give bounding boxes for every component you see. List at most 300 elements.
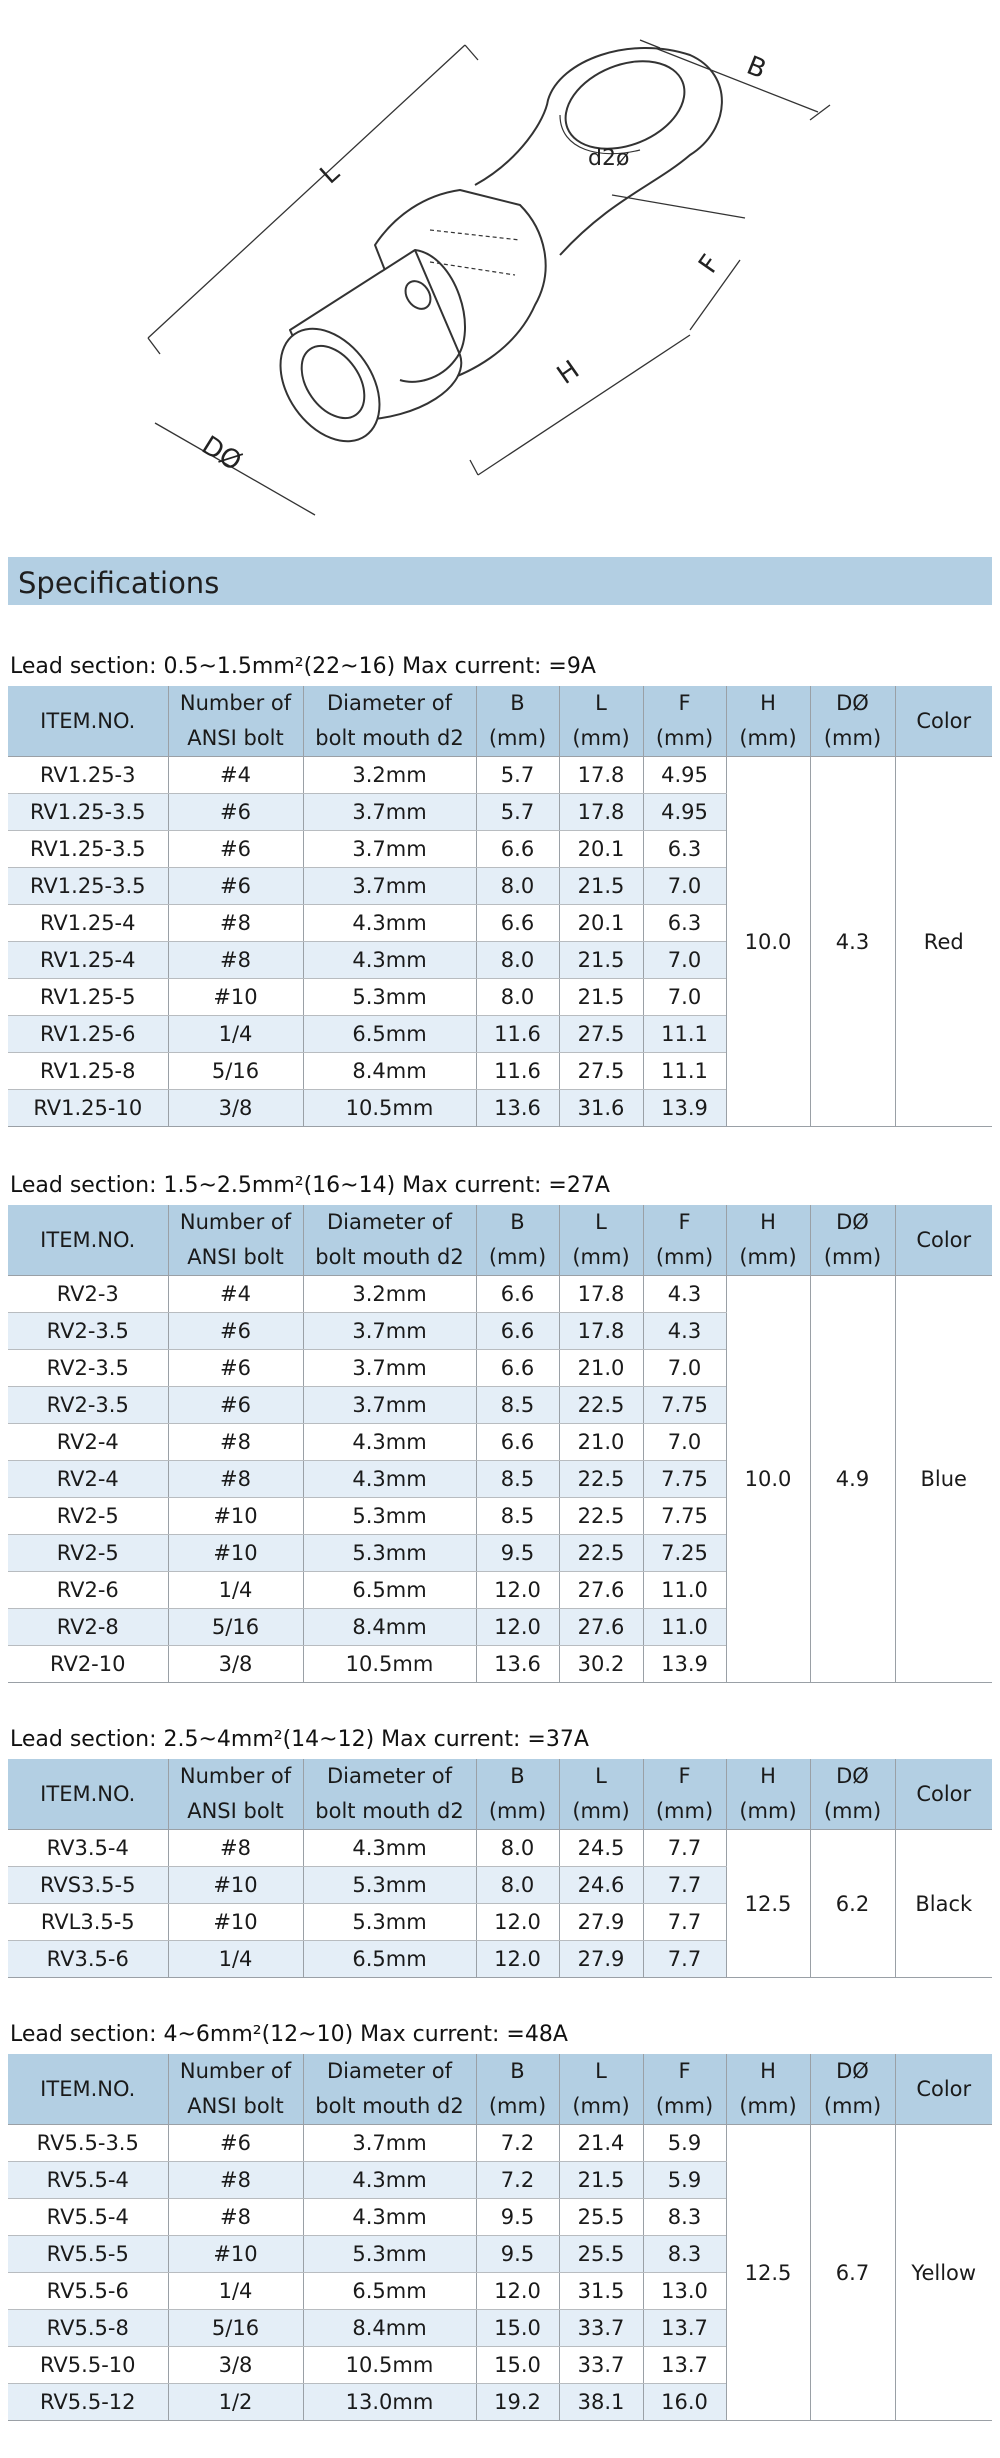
cell-dim-b: 8.0 <box>476 979 559 1016</box>
cell-bolt-diameter: 6.5mm <box>303 2273 476 2310</box>
header-ansi-bolt-line1: Number of <box>179 691 292 715</box>
specifications-header <box>8 557 992 605</box>
cell-dim-b: 6.6 <box>476 1276 559 1313</box>
cell-dim-b: 6.6 <box>476 1350 559 1387</box>
cell-dim-b: 13.6 <box>476 1646 559 1683</box>
cell-bolt-diameter: 10.5mm <box>303 2347 476 2384</box>
cell-dim-l: 33.7 <box>559 2347 643 2384</box>
table-row <box>8 2125 992 2162</box>
header-diameter-line1: Diameter of <box>327 1764 452 1788</box>
cell-item-no: RV1.25-5 <box>8 979 168 1016</box>
header-f-line1: F <box>678 2059 691 2083</box>
cell-item-no: RV5.5-8 <box>8 2310 168 2347</box>
header-d-line1: DØ <box>836 1764 869 1788</box>
cell-dim-b: 15.0 <box>476 2347 559 2384</box>
cell-dim-l: 22.5 <box>559 1461 643 1498</box>
cell-bolt-diameter: 4.3mm <box>303 942 476 979</box>
cell-dim-f: 11.0 <box>643 1572 726 1609</box>
header-b-line1: B <box>510 691 525 715</box>
cell-dim-f: 11.0 <box>643 1609 726 1646</box>
cell-dim-f: 7.7 <box>643 1867 726 1904</box>
cell-color: Blue <box>895 1276 992 1683</box>
cell-bolt-diameter: 6.5mm <box>303 1016 476 1053</box>
header-f-line1: F <box>678 691 691 715</box>
cell-dim-l: 21.4 <box>559 2125 643 2162</box>
cell-bolt-diameter: 3.2mm <box>303 757 476 794</box>
cell-item-no: RV1.25-4 <box>8 905 168 942</box>
header-l-line1: L <box>595 2059 607 2083</box>
cell-item-no: RV2-6 <box>8 1572 168 1609</box>
header-h <box>726 2054 810 2125</box>
cell-bolt-diameter: 5.3mm <box>303 1904 476 1941</box>
header-color: Color <box>895 1759 992 1830</box>
cell-item-no: RV1.25-4 <box>8 942 168 979</box>
lead-section <box>8 1167 992 1683</box>
cell-dim-f: 6.3 <box>643 831 726 868</box>
table-row <box>8 757 992 794</box>
cell-dim-h: 10.0 <box>726 1276 810 1683</box>
cell-dim-b: 11.6 <box>476 1053 559 1090</box>
cell-dim-d: 6.2 <box>810 1830 895 1978</box>
cell-dim-b: 8.0 <box>476 942 559 979</box>
header-l-line2: (mm) <box>572 726 630 750</box>
cell-ansi-bolt: #8 <box>168 2199 303 2236</box>
cell-dim-h: 10.0 <box>726 757 810 1127</box>
cell-bolt-diameter: 5.3mm <box>303 979 476 1016</box>
cell-ansi-bolt: 3/8 <box>168 2347 303 2384</box>
cell-dim-b: 7.2 <box>476 2162 559 2199</box>
header-d-line2: (mm) <box>823 2094 882 2118</box>
cell-dim-f: 11.1 <box>643 1016 726 1053</box>
header-ansi-bolt <box>168 1759 303 1830</box>
header-ansi-bolt-line1: Number of <box>179 1210 292 1234</box>
header-ansi-bolt <box>168 1205 303 1276</box>
cell-ansi-bolt: #8 <box>168 905 303 942</box>
header-diameter-line2: bolt mouth d2 <box>315 726 464 750</box>
cell-dim-l: 17.8 <box>559 1313 643 1350</box>
specifications-title: Specifications <box>18 566 220 600</box>
header-ansi-bolt-line2: ANSI bolt <box>187 1245 284 1269</box>
cell-dim-b: 11.6 <box>476 1016 559 1053</box>
cell-dim-b: 5.7 <box>476 794 559 831</box>
cell-ansi-bolt: #6 <box>168 868 303 905</box>
cell-item-no: RV5.5-4 <box>8 2199 168 2236</box>
cell-dim-b: 12.0 <box>476 1609 559 1646</box>
cell-item-no: RV1.25-3.5 <box>8 794 168 831</box>
cell-dim-f: 7.7 <box>643 1941 726 1978</box>
cell-ansi-bolt: #8 <box>168 1461 303 1498</box>
cell-dim-l: 31.5 <box>559 2273 643 2310</box>
cell-ansi-bolt: #8 <box>168 1424 303 1461</box>
header-d <box>810 686 895 757</box>
header-d-line1: DØ <box>836 1210 869 1234</box>
section-caption: Lead section: 2.5~4mm²(14~12) Max current: =37A <box>10 1727 589 1752</box>
cell-dim-f: 4.95 <box>643 794 726 831</box>
section-caption: Lead section: 0.5~1.5mm²(22~16) Max current: =9A <box>10 654 596 679</box>
cell-dim-l: 31.6 <box>559 1090 643 1127</box>
cell-dim-l: 27.6 <box>559 1572 643 1609</box>
cell-dim-f: 7.0 <box>643 1350 726 1387</box>
cell-dim-l: 30.2 <box>559 1646 643 1683</box>
spec-table <box>8 1205 992 1683</box>
header-l-line1: L <box>595 1210 607 1234</box>
header-l-line1: L <box>595 691 607 715</box>
header-f-line1: F <box>678 1764 691 1788</box>
cell-ansi-bolt: #10 <box>168 1904 303 1941</box>
cell-dim-l: 21.5 <box>559 868 643 905</box>
cell-item-no: RV1.25-6 <box>8 1016 168 1053</box>
cell-dim-l: 21.0 <box>559 1350 643 1387</box>
header-f-line2: (mm) <box>655 2094 714 2118</box>
header-f <box>643 2054 726 2125</box>
cell-bolt-diameter: 8.4mm <box>303 2310 476 2347</box>
header-l-line1: L <box>595 1764 607 1788</box>
cell-ansi-bolt: 1/4 <box>168 1941 303 1978</box>
cell-ansi-bolt: #6 <box>168 1313 303 1350</box>
cell-dim-b: 7.2 <box>476 2125 559 2162</box>
header-color: Color <box>895 2054 992 2125</box>
header-l-line2: (mm) <box>572 2094 630 2118</box>
header-f-line2: (mm) <box>655 1799 714 1823</box>
header-f-line2: (mm) <box>655 726 714 750</box>
cell-item-no: RV1.25-3.5 <box>8 831 168 868</box>
cell-bolt-diameter: 4.3mm <box>303 905 476 942</box>
header-item-no: ITEM.NO. <box>8 2054 168 2125</box>
header-d-line2: (mm) <box>823 1245 882 1269</box>
cell-item-no: RVS3.5-5 <box>8 1867 168 1904</box>
header-b-line1: B <box>510 1764 525 1788</box>
cell-ansi-bolt: 5/16 <box>168 1609 303 1646</box>
cell-bolt-diameter: 4.3mm <box>303 2162 476 2199</box>
header-h <box>726 686 810 757</box>
spec-table <box>8 686 992 1127</box>
header-f-line2: (mm) <box>655 1245 714 1269</box>
cell-bolt-diameter: 10.5mm <box>303 1090 476 1127</box>
cell-dim-f: 7.0 <box>643 868 726 905</box>
cell-bolt-diameter: 4.3mm <box>303 1461 476 1498</box>
cell-item-no: RV2-4 <box>8 1424 168 1461</box>
header-l <box>559 1759 643 1830</box>
header-b <box>476 1759 559 1830</box>
cell-item-no: RV2-5 <box>8 1535 168 1572</box>
header-l <box>559 2054 643 2125</box>
cell-ansi-bolt: 1/4 <box>168 1572 303 1609</box>
header-b-line2: (mm) <box>488 726 547 750</box>
cell-dim-f: 7.7 <box>643 1904 726 1941</box>
label-d2: d2ø <box>588 146 630 171</box>
cell-dim-b: 6.6 <box>476 1424 559 1461</box>
cell-dim-b: 8.0 <box>476 1830 559 1867</box>
cell-dim-f: 5.9 <box>643 2125 726 2162</box>
cell-dim-l: 20.1 <box>559 831 643 868</box>
spec-table <box>8 2054 992 2421</box>
cell-dim-f: 4.3 <box>643 1276 726 1313</box>
cell-dim-h: 12.5 <box>726 1830 810 1978</box>
cell-ansi-bolt: #10 <box>168 1867 303 1904</box>
header-diameter-line2: bolt mouth d2 <box>315 2094 464 2118</box>
header-b <box>476 686 559 757</box>
cell-bolt-diameter: 5.3mm <box>303 2236 476 2273</box>
cell-dim-f: 13.9 <box>643 1090 726 1127</box>
cell-dim-f: 7.0 <box>643 979 726 1016</box>
cell-dim-l: 17.8 <box>559 1276 643 1313</box>
cell-dim-f: 4.3 <box>643 1313 726 1350</box>
cell-dim-l: 27.5 <box>559 1053 643 1090</box>
header-color: Color <box>895 1205 992 1276</box>
cell-dim-f: 13.9 <box>643 1646 726 1683</box>
cell-bolt-diameter: 13.0mm <box>303 2384 476 2421</box>
cell-dim-f: 8.3 <box>643 2199 726 2236</box>
header-l-line2: (mm) <box>572 1799 630 1823</box>
cell-ansi-bolt: 1/4 <box>168 2273 303 2310</box>
cell-dim-b: 8.5 <box>476 1498 559 1535</box>
cell-item-no: RV2-5 <box>8 1498 168 1535</box>
cell-dim-l: 22.5 <box>559 1535 643 1572</box>
cell-dim-b: 6.6 <box>476 905 559 942</box>
cell-dim-f: 7.75 <box>643 1387 726 1424</box>
cell-item-no: RV1.25-10 <box>8 1090 168 1127</box>
cell-dim-f: 13.7 <box>643 2310 726 2347</box>
cell-item-no: RV5.5-3.5 <box>8 2125 168 2162</box>
cell-ansi-bolt: #6 <box>168 1350 303 1387</box>
header-h-line1: H <box>760 691 776 715</box>
header-item-no: ITEM.NO. <box>8 1759 168 1830</box>
header-ansi-bolt-line2: ANSI bolt <box>187 2094 284 2118</box>
cell-bolt-diameter: 3.2mm <box>303 1276 476 1313</box>
cell-dim-l: 21.0 <box>559 1424 643 1461</box>
cell-item-no: RVL3.5-5 <box>8 1904 168 1941</box>
cell-color: Black <box>895 1830 992 1978</box>
cell-dim-b: 15.0 <box>476 2310 559 2347</box>
header-d-line1: DØ <box>836 691 869 715</box>
cell-dim-f: 7.75 <box>643 1461 726 1498</box>
cell-item-no: RV2-3 <box>8 1276 168 1313</box>
cell-ansi-bolt: #6 <box>168 831 303 868</box>
cell-ansi-bolt: #10 <box>168 979 303 1016</box>
cell-ansi-bolt: 5/16 <box>168 2310 303 2347</box>
cell-bolt-diameter: 4.3mm <box>303 2199 476 2236</box>
cell-ansi-bolt: 3/8 <box>168 1090 303 1127</box>
cell-color: Yellow <box>895 2125 992 2421</box>
cell-dim-l: 22.5 <box>559 1498 643 1535</box>
cell-dim-l: 38.1 <box>559 2384 643 2421</box>
cell-dim-l: 24.5 <box>559 1830 643 1867</box>
cell-dim-f: 7.25 <box>643 1535 726 1572</box>
header-l-line2: (mm) <box>572 1245 630 1269</box>
header-ansi-bolt <box>168 686 303 757</box>
cell-bolt-diameter: 3.7mm <box>303 794 476 831</box>
table-row <box>8 1276 992 1313</box>
header-b <box>476 1205 559 1276</box>
cell-bolt-diameter: 3.7mm <box>303 1387 476 1424</box>
cell-dim-f: 4.95 <box>643 757 726 794</box>
header-d-line1: DØ <box>836 2059 869 2083</box>
cell-dim-h: 12.5 <box>726 2125 810 2421</box>
table-row <box>8 1830 992 1867</box>
cell-dim-f: 7.75 <box>643 1498 726 1535</box>
cell-dim-d: 4.9 <box>810 1276 895 1683</box>
cell-item-no: RV1.25-3 <box>8 757 168 794</box>
cell-dim-d: 4.3 <box>810 757 895 1127</box>
cell-dim-b: 8.5 <box>476 1461 559 1498</box>
cell-bolt-diameter: 4.3mm <box>303 1830 476 1867</box>
cell-dim-b: 8.0 <box>476 1867 559 1904</box>
cell-item-no: RV2-10 <box>8 1646 168 1683</box>
lead-section <box>8 648 992 1127</box>
lead-section <box>8 1721 992 1978</box>
cell-item-no: RV2-8 <box>8 1609 168 1646</box>
cell-dim-f: 7.7 <box>643 1830 726 1867</box>
header-diameter <box>303 686 476 757</box>
header-ansi-bolt-line1: Number of <box>179 2059 292 2083</box>
cell-item-no: RV1.25-8 <box>8 1053 168 1090</box>
cell-dim-l: 27.5 <box>559 1016 643 1053</box>
cell-item-no: RV3.5-6 <box>8 1941 168 1978</box>
cell-ansi-bolt: #10 <box>168 1498 303 1535</box>
cell-bolt-diameter: 3.7mm <box>303 868 476 905</box>
header-h <box>726 1205 810 1276</box>
label-D: DØ <box>196 430 247 478</box>
header-h-line2: (mm) <box>739 726 797 750</box>
cell-dim-f: 5.9 <box>643 2162 726 2199</box>
cell-ansi-bolt: 5/16 <box>168 1053 303 1090</box>
cell-bolt-diameter: 3.7mm <box>303 2125 476 2162</box>
cell-dim-b: 6.6 <box>476 1313 559 1350</box>
header-h-line1: H <box>760 2059 776 2083</box>
header-b-line2: (mm) <box>488 2094 547 2118</box>
cell-dim-l: 33.7 <box>559 2310 643 2347</box>
cell-dim-f: 13.0 <box>643 2273 726 2310</box>
cell-dim-l: 21.5 <box>559 942 643 979</box>
cell-dim-b: 12.0 <box>476 1572 559 1609</box>
cell-item-no: RV3.5-4 <box>8 1830 168 1867</box>
header-d <box>810 2054 895 2125</box>
header-l <box>559 1205 643 1276</box>
cell-bolt-diameter: 5.3mm <box>303 1498 476 1535</box>
cell-item-no: RV5.5-10 <box>8 2347 168 2384</box>
label-H: H <box>551 354 586 391</box>
cell-dim-f: 7.0 <box>643 942 726 979</box>
cell-dim-b: 9.5 <box>476 1535 559 1572</box>
header-d <box>810 1205 895 1276</box>
header-diameter-line1: Diameter of <box>327 2059 452 2083</box>
cell-bolt-diameter: 5.3mm <box>303 1867 476 1904</box>
cell-item-no: RV5.5-6 <box>8 2273 168 2310</box>
label-L: L <box>314 158 346 191</box>
cell-ansi-bolt: #8 <box>168 2162 303 2199</box>
header-d-line2: (mm) <box>823 726 882 750</box>
cell-dim-b: 19.2 <box>476 2384 559 2421</box>
header-diameter-line2: bolt mouth d2 <box>315 1799 464 1823</box>
spec-table <box>8 1759 992 1978</box>
cell-bolt-diameter: 6.5mm <box>303 1572 476 1609</box>
cell-ansi-bolt: #10 <box>168 2236 303 2273</box>
cell-item-no: RV5.5-12 <box>8 2384 168 2421</box>
cell-dim-b: 8.5 <box>476 1387 559 1424</box>
cell-bolt-diameter: 6.5mm <box>303 1941 476 1978</box>
cell-dim-l: 27.6 <box>559 1609 643 1646</box>
cell-dim-b: 12.0 <box>476 2273 559 2310</box>
header-h-line2: (mm) <box>739 1799 797 1823</box>
cell-bolt-diameter: 3.7mm <box>303 831 476 868</box>
cell-bolt-diameter: 3.7mm <box>303 1313 476 1350</box>
cell-dim-l: 20.1 <box>559 905 643 942</box>
header-ansi-bolt <box>168 2054 303 2125</box>
header-f <box>643 1205 726 1276</box>
header-f <box>643 1759 726 1830</box>
header-b-line1: B <box>510 2059 525 2083</box>
cell-ansi-bolt: #4 <box>168 757 303 794</box>
header-diameter-line2: bolt mouth d2 <box>315 1245 464 1269</box>
cell-dim-f: 16.0 <box>643 2384 726 2421</box>
section-caption: Lead section: 1.5~2.5mm²(16~14) Max current: =27A <box>10 1173 610 1198</box>
cell-ansi-bolt: #8 <box>168 942 303 979</box>
header-item-no: ITEM.NO. <box>8 1205 168 1276</box>
cell-ansi-bolt: #8 <box>168 1830 303 1867</box>
header-h <box>726 1759 810 1830</box>
header-f <box>643 686 726 757</box>
cell-ansi-bolt: #6 <box>168 2125 303 2162</box>
header-b-line1: B <box>510 1210 525 1234</box>
header-diameter-line1: Diameter of <box>327 1210 452 1234</box>
cell-dim-b: 5.7 <box>476 757 559 794</box>
cell-bolt-diameter: 8.4mm <box>303 1053 476 1090</box>
cell-dim-l: 25.5 <box>559 2199 643 2236</box>
header-d <box>810 1759 895 1830</box>
cell-dim-f: 7.0 <box>643 1424 726 1461</box>
cell-dim-f: 8.3 <box>643 2236 726 2273</box>
header-f-line1: F <box>678 1210 691 1234</box>
cell-ansi-bolt: 1/2 <box>168 2384 303 2421</box>
header-diameter <box>303 1205 476 1276</box>
cell-ansi-bolt: #6 <box>168 1387 303 1424</box>
cell-bolt-diameter: 8.4mm <box>303 1609 476 1646</box>
ring-terminal-diagram <box>0 0 1000 545</box>
cell-bolt-diameter: 4.3mm <box>303 1424 476 1461</box>
cell-dim-b: 9.5 <box>476 2199 559 2236</box>
cell-ansi-bolt: 1/4 <box>168 1016 303 1053</box>
cell-item-no: RV1.25-3.5 <box>8 868 168 905</box>
cell-dim-l: 21.5 <box>559 2162 643 2199</box>
cell-dim-b: 6.6 <box>476 831 559 868</box>
header-color: Color <box>895 686 992 757</box>
cell-dim-l: 27.9 <box>559 1904 643 1941</box>
cell-ansi-bolt: #10 <box>168 1535 303 1572</box>
header-h-line2: (mm) <box>739 1245 797 1269</box>
section-caption: Lead section: 4~6mm²(12~10) Max current: =48A <box>10 2022 568 2047</box>
header-item-no: ITEM.NO. <box>8 686 168 757</box>
cell-dim-l: 24.6 <box>559 1867 643 1904</box>
cell-dim-l: 25.5 <box>559 2236 643 2273</box>
cell-dim-f: 13.7 <box>643 2347 726 2384</box>
cell-item-no: RV5.5-4 <box>8 2162 168 2199</box>
cell-bolt-diameter: 10.5mm <box>303 1646 476 1683</box>
cell-dim-l: 17.8 <box>559 794 643 831</box>
cell-item-no: RV2-3.5 <box>8 1350 168 1387</box>
lead-section <box>8 2016 992 2421</box>
cell-dim-l: 22.5 <box>559 1387 643 1424</box>
cell-bolt-diameter: 5.3mm <box>303 1535 476 1572</box>
header-h-line2: (mm) <box>739 2094 797 2118</box>
cell-ansi-bolt: #6 <box>168 794 303 831</box>
header-diameter <box>303 2054 476 2125</box>
cell-dim-b: 8.0 <box>476 868 559 905</box>
header-ansi-bolt-line1: Number of <box>179 1764 292 1788</box>
header-diameter <box>303 1759 476 1830</box>
header-d-line2: (mm) <box>823 1799 882 1823</box>
cell-dim-b: 12.0 <box>476 1941 559 1978</box>
header-ansi-bolt-line2: ANSI bolt <box>187 726 284 750</box>
